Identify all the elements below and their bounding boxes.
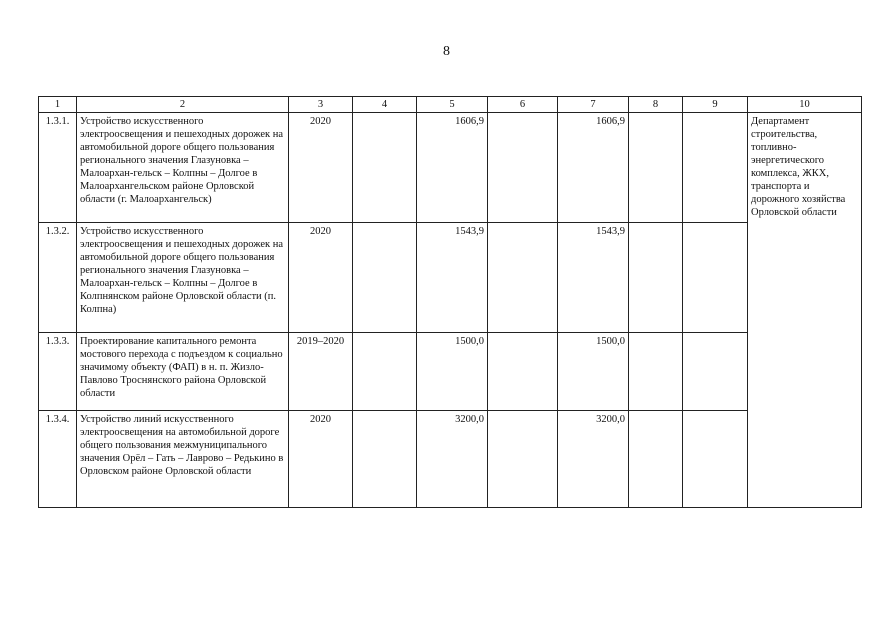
row-number: 1.3.4. xyxy=(39,411,77,508)
header-cell-6: 6 xyxy=(488,97,558,113)
responsible-department: Департамент строительства, топливно-энергетического комплекса, ЖКХ, транспорта и дорожного хозяйства Орловской области xyxy=(748,113,862,508)
row-col9 xyxy=(683,411,748,508)
table-row xyxy=(39,333,862,411)
row-number: 1.3.1. xyxy=(39,113,77,223)
row-col6 xyxy=(488,223,558,333)
program-table xyxy=(38,96,862,508)
header-cell-7: 7 xyxy=(558,97,629,113)
row-col5: 1606,9 xyxy=(417,113,488,223)
row-col8 xyxy=(629,411,683,508)
header-cell-3: 3 xyxy=(289,97,353,113)
row-col7: 3200,0 xyxy=(558,411,629,508)
row-col8 xyxy=(629,333,683,411)
row-col4 xyxy=(353,113,417,223)
row-col5: 1543,9 xyxy=(417,223,488,333)
row-description: Устройство линий искусственного электроосвещения на автомобильной дороге общего пользования межмуниципального значения Орёл – Гать – Лаврово – Редькино в Орловском районе Орловской области xyxy=(77,411,289,508)
row-year: 2020 xyxy=(289,411,353,508)
header-cell-10: 10 xyxy=(748,97,862,113)
header-cell-9: 9 xyxy=(683,97,748,113)
row-description: Устройство искусственного электроосвещения и пешеходных дорожек на автомобильной дороге общего пользования регионального значения Глазуновка – Малоархан-гельск – Колпны – Долгое в Малоархангельском районе Орловской области (г. Малоархангельск) xyxy=(77,113,289,223)
row-col4 xyxy=(353,411,417,508)
row-col6 xyxy=(488,333,558,411)
row-number: 1.3.3. xyxy=(39,333,77,411)
row-col4 xyxy=(353,223,417,333)
row-col6 xyxy=(488,411,558,508)
row-description: Проектирование капитального ремонта мостового перехода с подъездом к социально значимому объекту (ФАП) в н. п. Жизло-Павлово Троснянского района Орловской области xyxy=(77,333,289,411)
row-col5: 3200,0 xyxy=(417,411,488,508)
row-col9 xyxy=(683,223,748,333)
row-col9 xyxy=(683,113,748,223)
row-col7: 1606,9 xyxy=(558,113,629,223)
table-row xyxy=(39,223,862,333)
row-col6 xyxy=(488,113,558,223)
header-cell-4: 4 xyxy=(353,97,417,113)
row-col8 xyxy=(629,223,683,333)
row-col4 xyxy=(353,333,417,411)
header-cell-1: 1 xyxy=(39,97,77,113)
row-number: 1.3.2. xyxy=(39,223,77,333)
row-year: 2020 xyxy=(289,223,353,333)
table-row xyxy=(39,411,862,508)
row-description: Устройство искусственного электроосвещения и пешеходных дорожек на автомобильной дороге общего пользования регионального значения Глазуновка – Малоархан-гельск – Колпны – Долгое в Колпнянском районе Орловской области (п. Колпна) xyxy=(77,223,289,333)
row-col8 xyxy=(629,113,683,223)
row-year: 2020 xyxy=(289,113,353,223)
table-row xyxy=(39,113,862,223)
header-cell-8: 8 xyxy=(629,97,683,113)
row-year: 2019–2020 xyxy=(289,333,353,411)
row-col7: 1543,9 xyxy=(558,223,629,333)
row-col9 xyxy=(683,333,748,411)
row-col5: 1500,0 xyxy=(417,333,488,411)
row-col7: 1500,0 xyxy=(558,333,629,411)
page-number: 8 xyxy=(443,44,450,59)
header-cell-5: 5 xyxy=(417,97,488,113)
header-row xyxy=(39,97,862,113)
header-cell-2: 2 xyxy=(77,97,289,113)
